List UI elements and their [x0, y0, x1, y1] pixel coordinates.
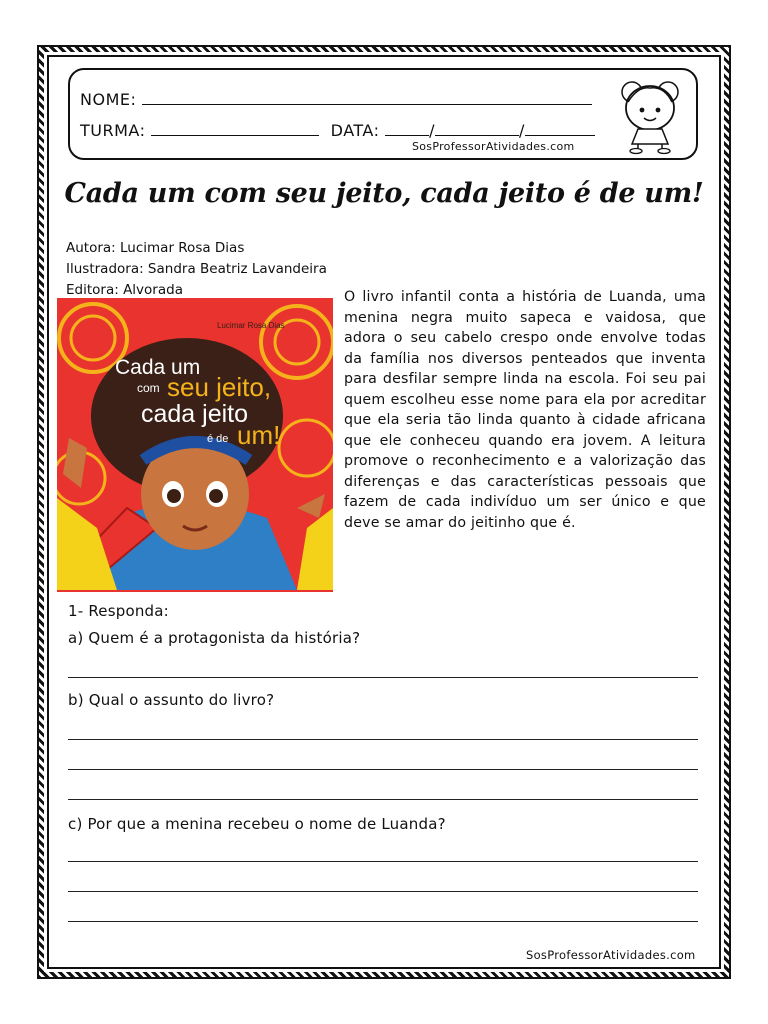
date-day-field[interactable]	[385, 121, 429, 136]
cover-title-line2a: com	[137, 381, 160, 395]
cover-title-line3: cada jeito	[141, 400, 249, 428]
publisher-line: Editora: Alvorada	[66, 282, 183, 298]
illustrator-line: Ilustradora: Sandra Beatriz Lavandeira	[66, 261, 327, 277]
answer-line[interactable]	[68, 891, 698, 892]
name-field[interactable]	[142, 90, 592, 105]
book-cover-illustration	[57, 298, 333, 592]
class-label: TURMA:	[80, 121, 146, 140]
date-label: DATA:	[330, 121, 380, 140]
answer-line[interactable]	[68, 769, 698, 770]
book-cover	[57, 298, 333, 592]
questions-heading: 1- Responda:	[68, 602, 169, 620]
date-month-field[interactable]	[435, 121, 519, 136]
cover-author-text: Lucimar Rosa Dias	[217, 321, 285, 330]
book-description: O livro infantil conta a história de Luanda, uma menina negra muito sapeca e vaidosa, que adora o seu cabelo crespo onde envolve todas da família nos diversos penteados que inventa para desfilar sempre linda na escola. Foi seu pai quem escolheu esse nome para ela por acreditar que ela seria tão linda quanto à cidade africana que ele conheceu quando era jovem. A leitura promove o reconhecimento e a valorização das diferenças e das características pessoais que fazem de cada indivíduo um ser único e que deve se amar do jeitinho que é.	[344, 289, 706, 531]
cover-title-line1: Cada um	[115, 356, 201, 379]
page-title: Cada um com seu jeito, cada jeito é de um!	[64, 178, 704, 209]
question-b: b) Qual o assunto do livro?	[68, 691, 275, 709]
date-separator: /	[518, 121, 525, 140]
date-year-field[interactable]	[525, 121, 595, 136]
answer-line[interactable]	[68, 799, 698, 800]
name-row	[80, 90, 592, 109]
header-site-text: SosProfessorAtividades.com	[412, 140, 575, 153]
date-separator: /	[429, 121, 435, 140]
question-c: c) Por que a menina recebeu o nome de Luanda?	[68, 815, 446, 833]
student-info-box	[68, 68, 698, 160]
cover-title-line4a: é de	[207, 433, 229, 445]
answer-line[interactable]	[68, 861, 698, 862]
class-date-row	[80, 121, 595, 140]
answer-line[interactable]	[68, 921, 698, 922]
class-field[interactable]	[151, 121, 319, 136]
answer-line[interactable]	[68, 739, 698, 740]
child-mascot-icon	[608, 72, 692, 156]
author-line: Autora: Lucimar Rosa Dias	[66, 240, 245, 256]
cover-title-line2b: seu jeito,	[167, 372, 272, 402]
question-a: a) Quem é a protagonista da história?	[68, 629, 361, 647]
footer-site-text: SosProfessorAtividades.com	[526, 948, 696, 962]
name-label: NOME:	[80, 90, 137, 109]
answer-line[interactable]	[68, 677, 698, 678]
cover-title-line4b: um!	[237, 420, 281, 450]
